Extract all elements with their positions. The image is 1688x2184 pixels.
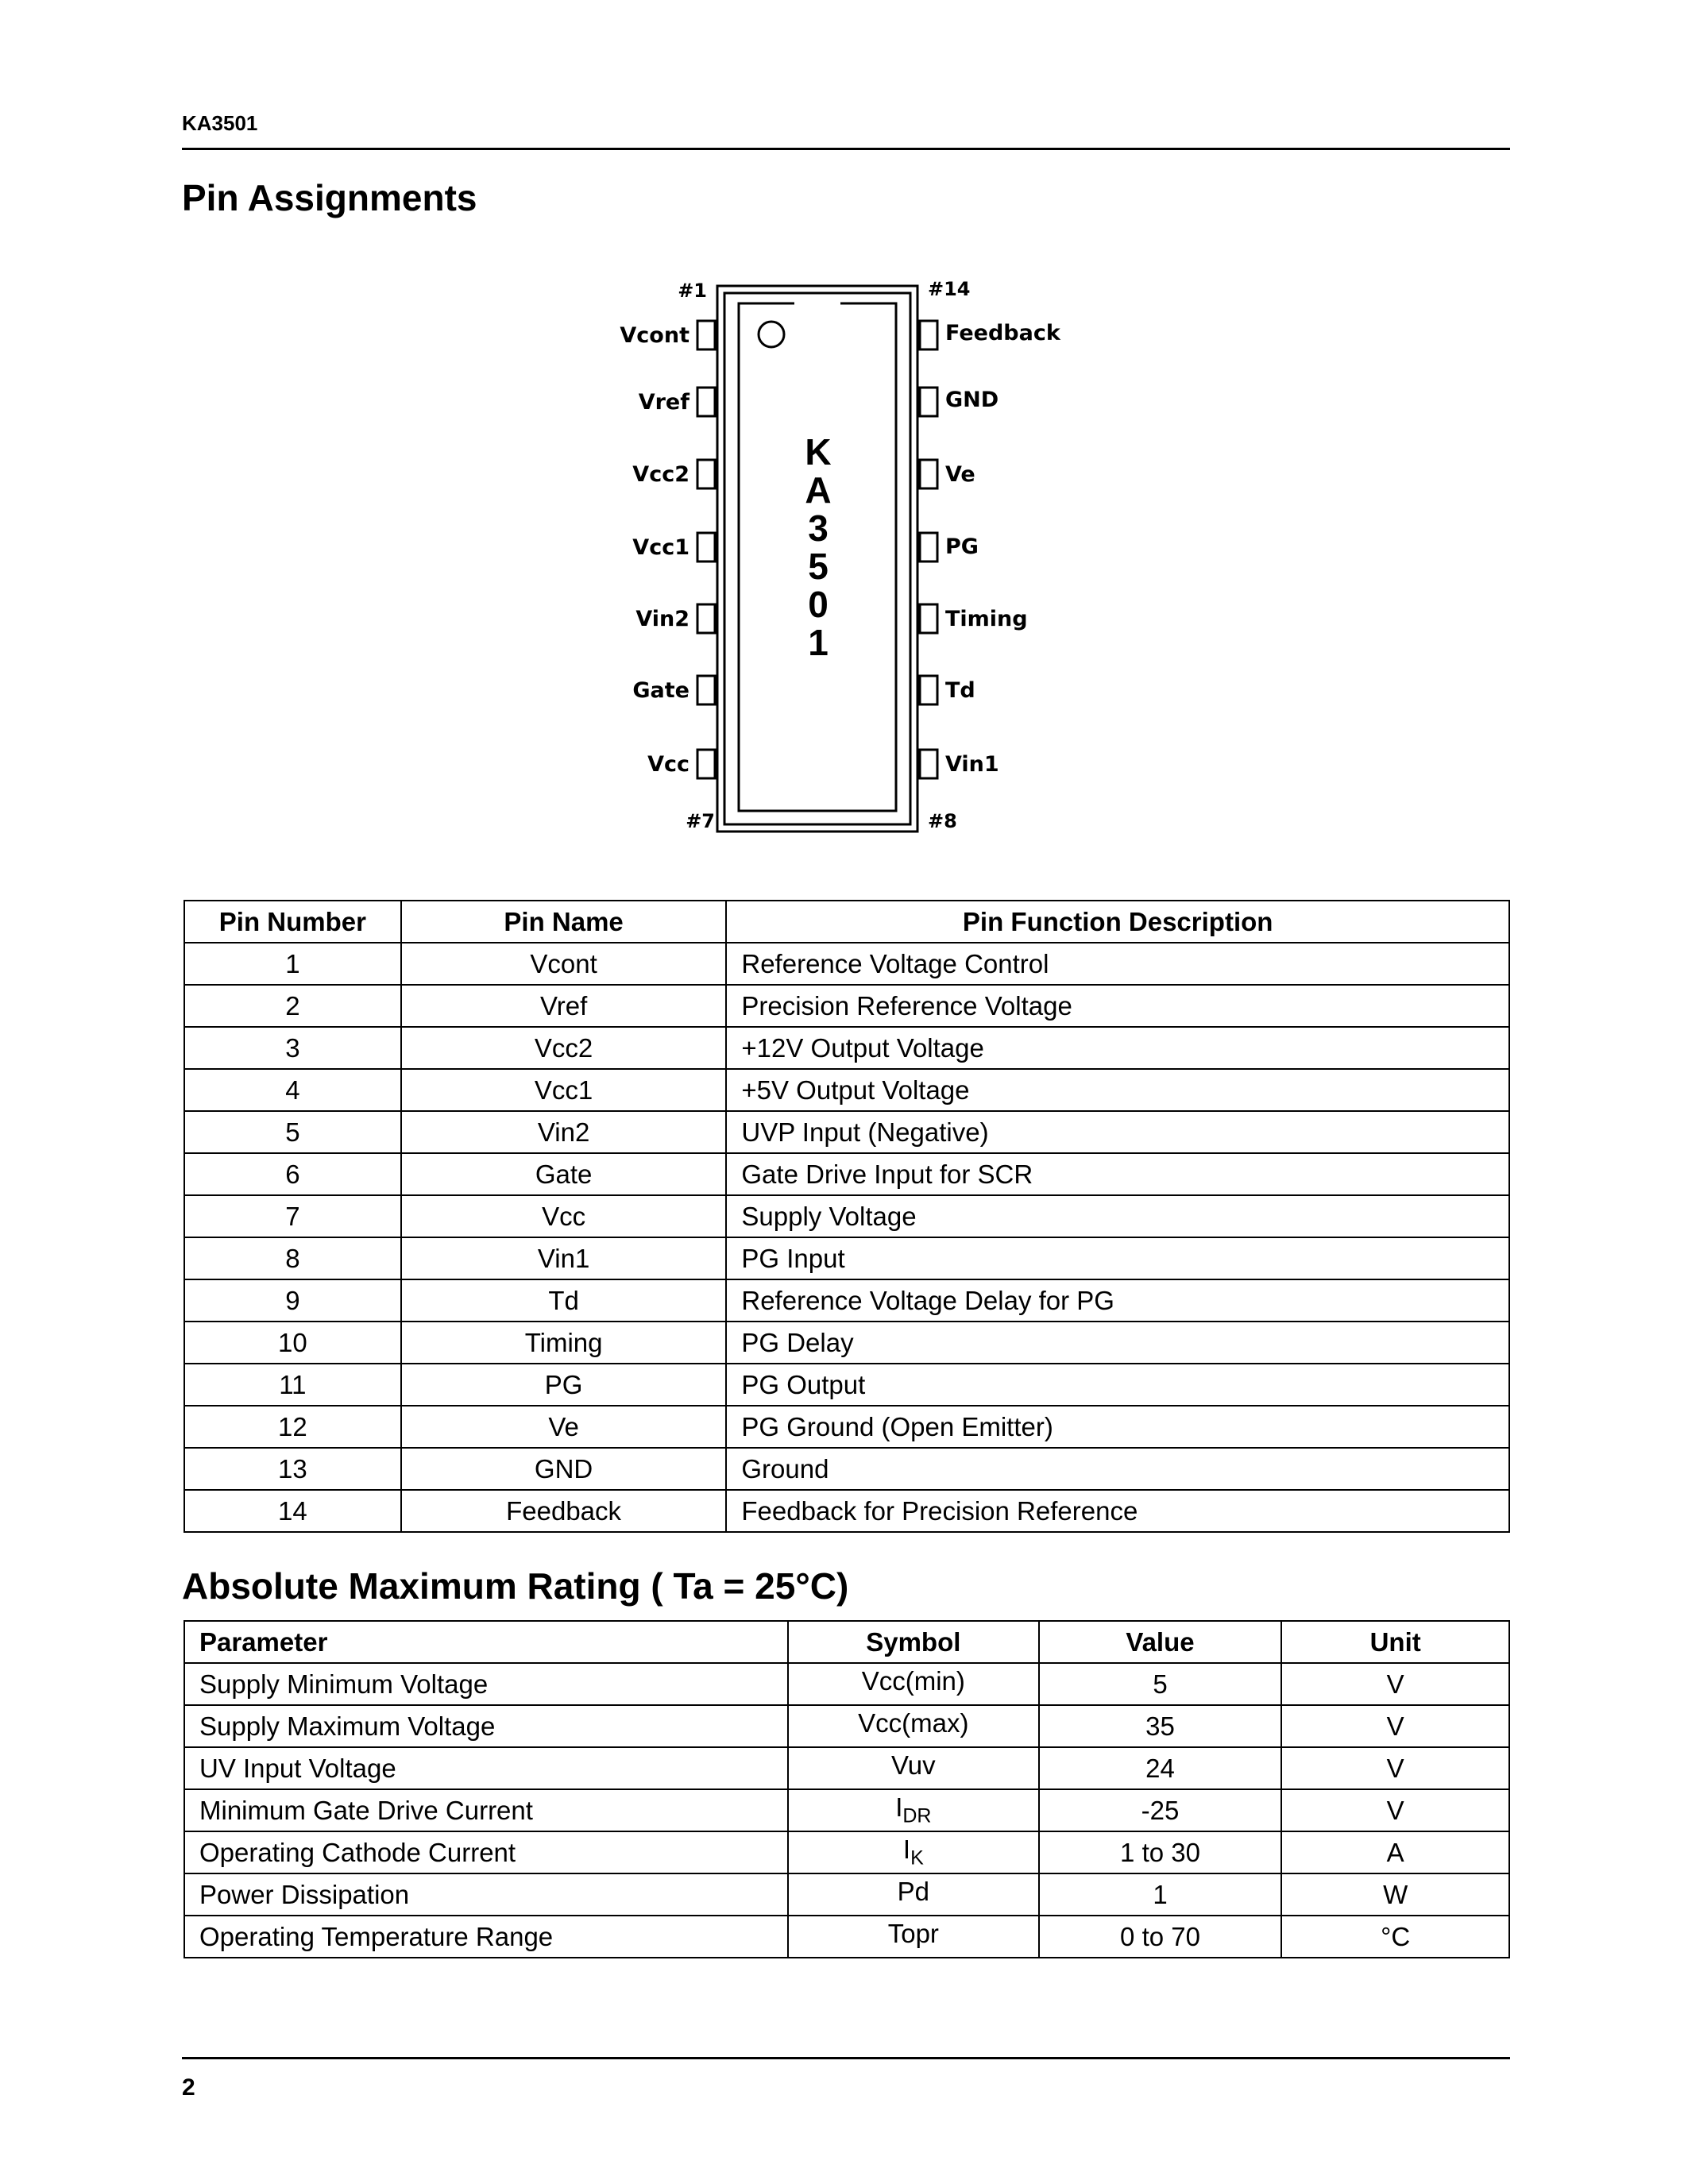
right-pin-label: Vin1 [945, 752, 999, 777]
pin-pad [920, 388, 937, 416]
table-row [184, 1916, 1509, 1958]
left-pin-label: Vcc [647, 752, 689, 777]
pin-function-cell: PG Input [726, 1237, 1509, 1279]
parameter-cell: Supply Minimum Voltage [184, 1663, 788, 1705]
parameter-cell: Operating Temperature Range [184, 1916, 788, 1958]
left-pin-label: Vcont [620, 323, 689, 348]
parameter-cell: Minimum Gate Drive Current [184, 1789, 788, 1831]
pin-number-cell: 6 [184, 1153, 401, 1195]
pin-number-cell: 3 [184, 1027, 401, 1069]
col-header-pin-name: Pin Name [401, 901, 727, 943]
pin-number-cell: 10 [184, 1322, 401, 1364]
pin-function-cell: Ground [726, 1448, 1509, 1490]
pin-pad [697, 750, 715, 778]
value-cell: 1 to 30 [1039, 1831, 1282, 1873]
pin-pad [920, 321, 937, 349]
value-cell: -25 [1039, 1789, 1282, 1831]
pin-name-cell: GND [401, 1448, 727, 1490]
table-row [184, 1153, 1509, 1195]
pin-number-cell: 8 [184, 1237, 401, 1279]
value-cell: 0 to 70 [1039, 1916, 1282, 1958]
absolute-maximum-rating-heading: Absolute Maximum Rating ( Ta = 25°C) [182, 1565, 849, 1607]
value-cell: 35 [1039, 1705, 1282, 1747]
corner-label-pin14: #14 [928, 278, 971, 300]
col-header-pin-number: Pin Number [184, 901, 401, 943]
unit-cell: V [1281, 1789, 1509, 1831]
col-header-value: Value [1039, 1621, 1282, 1663]
left-pin-label: Vin2 [635, 607, 689, 631]
pin-number-cell: 13 [184, 1448, 401, 1490]
pin-name-cell: Vcc2 [401, 1027, 727, 1069]
pin-function-cell: Reference Voltage Control [726, 943, 1509, 985]
symbol-text: I [895, 1792, 903, 1823]
table-row [184, 1069, 1509, 1111]
parameter-cell: Supply Maximum Voltage [184, 1705, 788, 1747]
pin-number-cell: 4 [184, 1069, 401, 1111]
table-row [184, 1663, 1509, 1705]
pin-function-cell: Gate Drive Input for SCR [726, 1153, 1509, 1195]
value-cell: 5 [1039, 1663, 1282, 1705]
pin-number-cell: 9 [184, 1279, 401, 1322]
table-row [184, 985, 1509, 1027]
table-row [184, 1490, 1509, 1532]
table-row [184, 943, 1509, 985]
chip-letter: 1 [808, 622, 829, 663]
pin-pad [920, 750, 937, 778]
pin-function-cell: PG Ground (Open Emitter) [726, 1406, 1509, 1448]
table-row [184, 1747, 1509, 1789]
footer-rule [182, 2057, 1510, 2059]
pin-number-cell: 11 [184, 1364, 401, 1406]
symbol-text: Topr [887, 1919, 939, 1949]
symbol-cell [788, 1916, 1039, 1958]
unit-cell: V [1281, 1747, 1509, 1789]
symbol-cell [788, 1663, 1039, 1705]
chip-letter: A [805, 469, 832, 511]
symbol-cell [788, 1705, 1039, 1747]
parameter-cell: Operating Cathode Current [184, 1831, 788, 1873]
document-title: KA3501 [182, 111, 258, 135]
value-cell: 24 [1039, 1747, 1282, 1789]
pin-name-cell: Timing [401, 1322, 727, 1364]
pin-pad [697, 388, 715, 416]
table-row [184, 1027, 1509, 1069]
symbol-subscript: K [910, 1846, 924, 1870]
table-row [184, 1237, 1509, 1279]
pin-pad [920, 533, 937, 561]
table-row [184, 1364, 1509, 1406]
symbol-text: Vcc(max) [858, 1708, 969, 1738]
symbol-cell [788, 1873, 1039, 1916]
col-header-parameter: Parameter [184, 1621, 788, 1663]
pin-name-cell: Gate [401, 1153, 727, 1195]
page-number: 2 [182, 2074, 195, 2101]
table-row [184, 1873, 1509, 1916]
table-row [184, 1789, 1509, 1831]
left-pin-label: Vcc2 [632, 462, 689, 487]
pin-name-cell: Vcc1 [401, 1069, 727, 1111]
pin-number-cell: 12 [184, 1406, 401, 1448]
right-pin-label: Ve [945, 462, 975, 487]
left-pin-label: Gate [632, 678, 689, 703]
unit-cell: °C [1281, 1916, 1509, 1958]
table-header-row [184, 901, 1509, 943]
pin-description-table [183, 900, 1510, 1533]
left-pin-label: Vcc1 [632, 535, 689, 560]
table-row [184, 1448, 1509, 1490]
pin-name-cell: PG [401, 1364, 727, 1406]
pin-number-cell: 14 [184, 1490, 401, 1532]
symbol-subscript: DR [902, 1804, 932, 1827]
col-header-symbol: Symbol [788, 1621, 1039, 1663]
pin-function-cell: Reference Voltage Delay for PG [726, 1279, 1509, 1322]
unit-cell: W [1281, 1873, 1509, 1916]
pin-function-cell: PG Delay [726, 1322, 1509, 1364]
right-pin-label: PG [945, 534, 979, 559]
pin-function-cell: Supply Voltage [726, 1195, 1509, 1237]
pin-pad [697, 321, 715, 349]
chip-letter: 3 [808, 507, 829, 549]
table-row [184, 1831, 1509, 1873]
col-header-pin-function: Pin Function Description [726, 901, 1509, 943]
corner-label-pin7: #7 [686, 810, 715, 832]
pin-function-cell: +5V Output Voltage [726, 1069, 1509, 1111]
pin-pad [920, 676, 937, 704]
pin-pad [920, 460, 937, 488]
parameter-cell: UV Input Voltage [184, 1747, 788, 1789]
pin-number-cell: 2 [184, 985, 401, 1027]
chip-letter: 0 [808, 584, 829, 625]
pin-name-cell: Vcont [401, 943, 727, 985]
symbol-cell [788, 1789, 1039, 1831]
table-row [184, 1322, 1509, 1364]
pin-pad [697, 460, 715, 488]
parameter-cell: Power Dissipation [184, 1873, 788, 1916]
pin-name-cell: Vref [401, 985, 727, 1027]
left-pin-label: Vref [638, 390, 689, 415]
unit-cell: V [1281, 1705, 1509, 1747]
corner-label-pin8: #8 [928, 810, 957, 832]
pin-function-cell: +12V Output Voltage [726, 1027, 1509, 1069]
right-pin-label: Feedback [945, 321, 1060, 345]
pin-name-cell: Vin1 [401, 1237, 727, 1279]
pin-pad [920, 604, 937, 633]
pin-function-cell: UVP Input (Negative) [726, 1111, 1509, 1153]
pin-assignments-heading: Pin Assignments [182, 177, 477, 218]
table-row [184, 1705, 1509, 1747]
pin-diagram [604, 274, 1096, 850]
corner-label-pin1: #1 [678, 280, 707, 302]
unit-cell: A [1281, 1831, 1509, 1873]
pin-name-cell: Td [401, 1279, 727, 1322]
absolute-maximum-rating-table [183, 1620, 1510, 1958]
table-row [184, 1195, 1509, 1237]
table-row [184, 1279, 1509, 1322]
right-pin-label: Td [945, 678, 975, 703]
table-row [184, 1406, 1509, 1448]
pin1-marker-icon [759, 322, 784, 347]
pin-number-cell: 7 [184, 1195, 401, 1237]
table-header-row [184, 1621, 1509, 1663]
pin-name-cell: Ve [401, 1406, 727, 1448]
symbol-text: Vcc(min) [861, 1666, 965, 1696]
unit-cell: V [1281, 1663, 1509, 1705]
pin-pad [697, 604, 715, 633]
pin-number-cell: 5 [184, 1111, 401, 1153]
header-rule [182, 148, 1510, 150]
symbol-text: Pd [897, 1877, 930, 1907]
symbol-text: Vuv [891, 1750, 936, 1781]
pin-name-cell: Feedback [401, 1490, 727, 1532]
table-row [184, 1111, 1509, 1153]
pin-function-cell: PG Output [726, 1364, 1509, 1406]
symbol-text: I [902, 1835, 911, 1865]
value-cell: 1 [1039, 1873, 1282, 1916]
right-pin-label: Timing [945, 607, 1028, 631]
chip-letter: 5 [808, 546, 829, 587]
symbol-cell [788, 1831, 1039, 1873]
pin-name-cell: Vcc [401, 1195, 727, 1237]
chip-letter: K [805, 431, 832, 473]
pin-function-cell: Precision Reference Voltage [726, 985, 1509, 1027]
pin-function-cell: Feedback for Precision Reference [726, 1490, 1509, 1532]
pin-number-cell: 1 [184, 943, 401, 985]
pin-pad [697, 533, 715, 561]
pin-pad [697, 676, 715, 704]
pin-name-cell: Vin2 [401, 1111, 727, 1153]
symbol-cell [788, 1747, 1039, 1789]
right-pin-label: GND [945, 388, 999, 412]
col-header-unit: Unit [1281, 1621, 1509, 1663]
